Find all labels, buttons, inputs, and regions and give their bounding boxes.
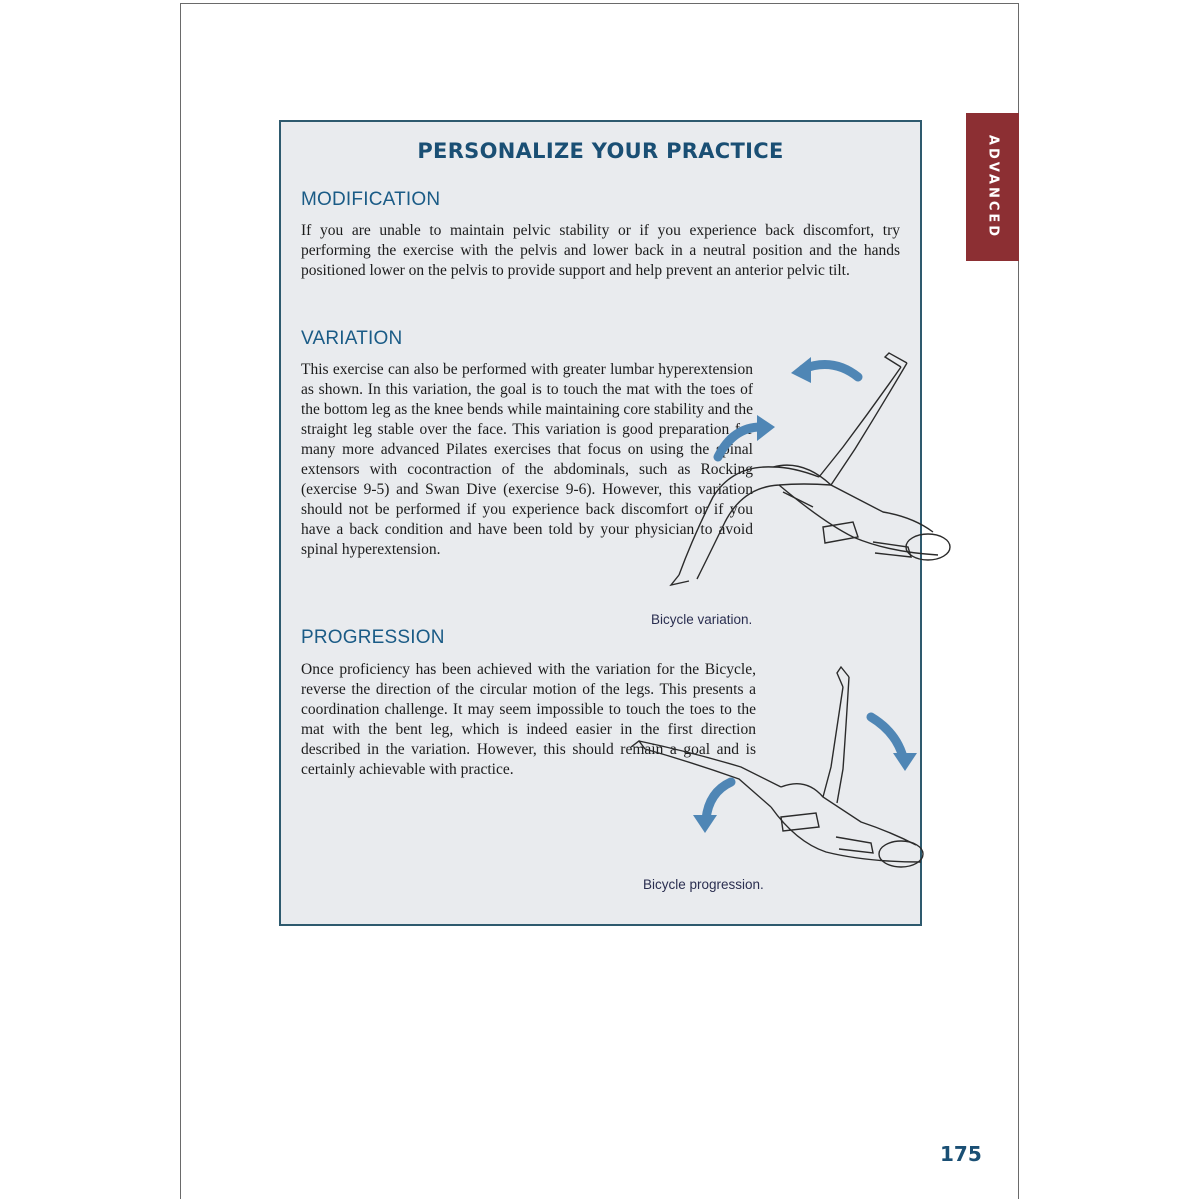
box-title: PERSONALIZE YOUR PRACTICE xyxy=(417,139,784,163)
arrow-curve-icon xyxy=(791,357,858,383)
bicycle-variation-illustration xyxy=(653,347,963,587)
modification-heading: MODIFICATION xyxy=(301,189,441,210)
variation-heading: VARIATION xyxy=(301,328,403,349)
arrow-curve-icon xyxy=(718,415,775,457)
personalize-practice-box xyxy=(279,120,922,926)
progression-text: Once proficiency has been achieved with the variation for the Bicycle, reverse the direction of the circular motion of the legs. This presents a coordination challenge. It may seem impossible to touch the toes to the mat with the bent leg, which is indeed easier in the first direction described in the variation. However, this should remain a goal and is certainly achievable with practice. xyxy=(301,661,756,778)
modification-text: If you are unable to maintain pelvic stability or if you experience back discomfort, try performing the exercise with the pelvis and lower back in a neutral position and the hands positioned lower on the pelvis to provide support and help prevent an anterior pelvic tilt. xyxy=(301,222,900,279)
figure-illustration xyxy=(631,667,923,867)
figure-illustration xyxy=(671,353,950,585)
progression-caption: Bicycle progression. xyxy=(643,877,764,892)
side-tab-label: ADVANCED xyxy=(985,134,1000,240)
progression-heading: PROGRESSION xyxy=(301,627,445,648)
page-number: 175 xyxy=(940,1142,982,1166)
variation-caption: Bicycle variation. xyxy=(651,612,753,627)
bicycle-progression-illustration xyxy=(631,667,931,897)
chapter-side-tab xyxy=(966,113,1019,261)
arrow-curve-icon xyxy=(871,717,917,771)
variation-text: This exercise can also be performed with greater lumbar hyperextension as shown. In this variation, the goal is to touch the mat with the toes of the bottom leg as the knee bends while maintaining core stability and the straight leg stable over the face. This variation is good preparation for many more advanced Pilates exercises that focus on using the spinal extensors with cocontraction of the abdominals, such as Rocking (exercise 9-5) and Swan Dive (exercise 9-6). However, this variation should not be performed if you experience back discomfort or if you have a back condition and have been told by your physician to avoid spinal hyperextension. xyxy=(301,361,753,558)
arrow-curve-icon xyxy=(693,782,731,833)
